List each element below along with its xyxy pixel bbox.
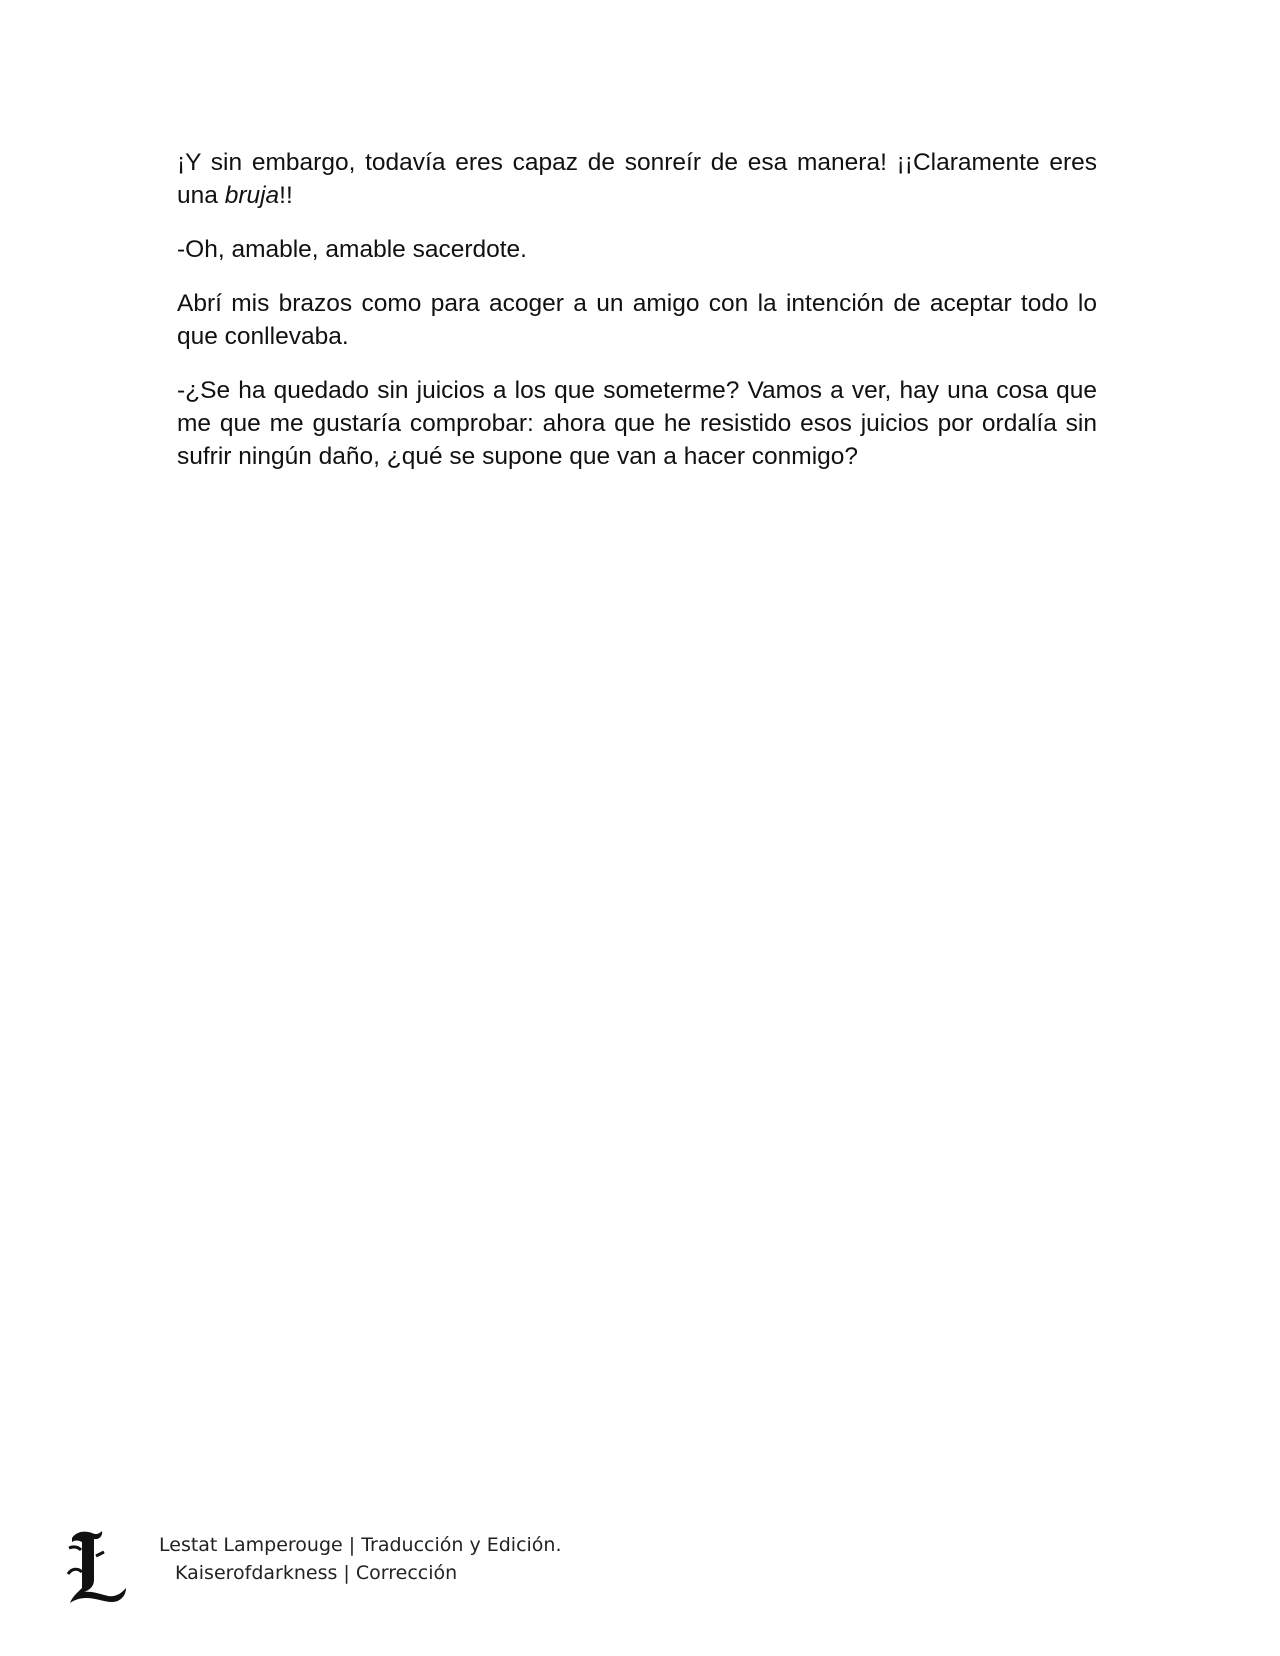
page-footer <box>66 1528 766 1608</box>
paragraph-3: Abrí mis brazos como para acoger a un amigo con la intención de aceptar todo lo que conllevaba. <box>177 290 1097 350</box>
document-body <box>177 146 1097 494</box>
paragraph-1 <box>177 146 1097 212</box>
paragraph-1-end: !! <box>279 182 293 209</box>
footer-credit-translation: Lestat Lamperouge | Traducción y Edición. <box>159 1534 562 1556</box>
paragraph-1-italic: bruja <box>224 182 280 209</box>
paragraph-1-text: ¡Y sin embargo, todavía eres capaz de sonreír de esa manera! ¡¡Claramente eres una <box>177 149 1097 209</box>
gothic-l-logo-icon <box>66 1528 130 1604</box>
footer-credit-correction: Kaiserofdarkness | Corrección <box>175 1562 458 1584</box>
paragraph-4: -¿Se ha quedado sin juicios a los que someterme? Vamos a ver, hay una cosa que me que me gustaría comprobar: ahora que he resistido esos juicios por ordalía sin sufrir ningún daño, ¿qué se supone que van a hacer conmigo? <box>177 377 1097 470</box>
paragraph-2: -Oh, amable, amable sacerdote. <box>177 236 527 263</box>
